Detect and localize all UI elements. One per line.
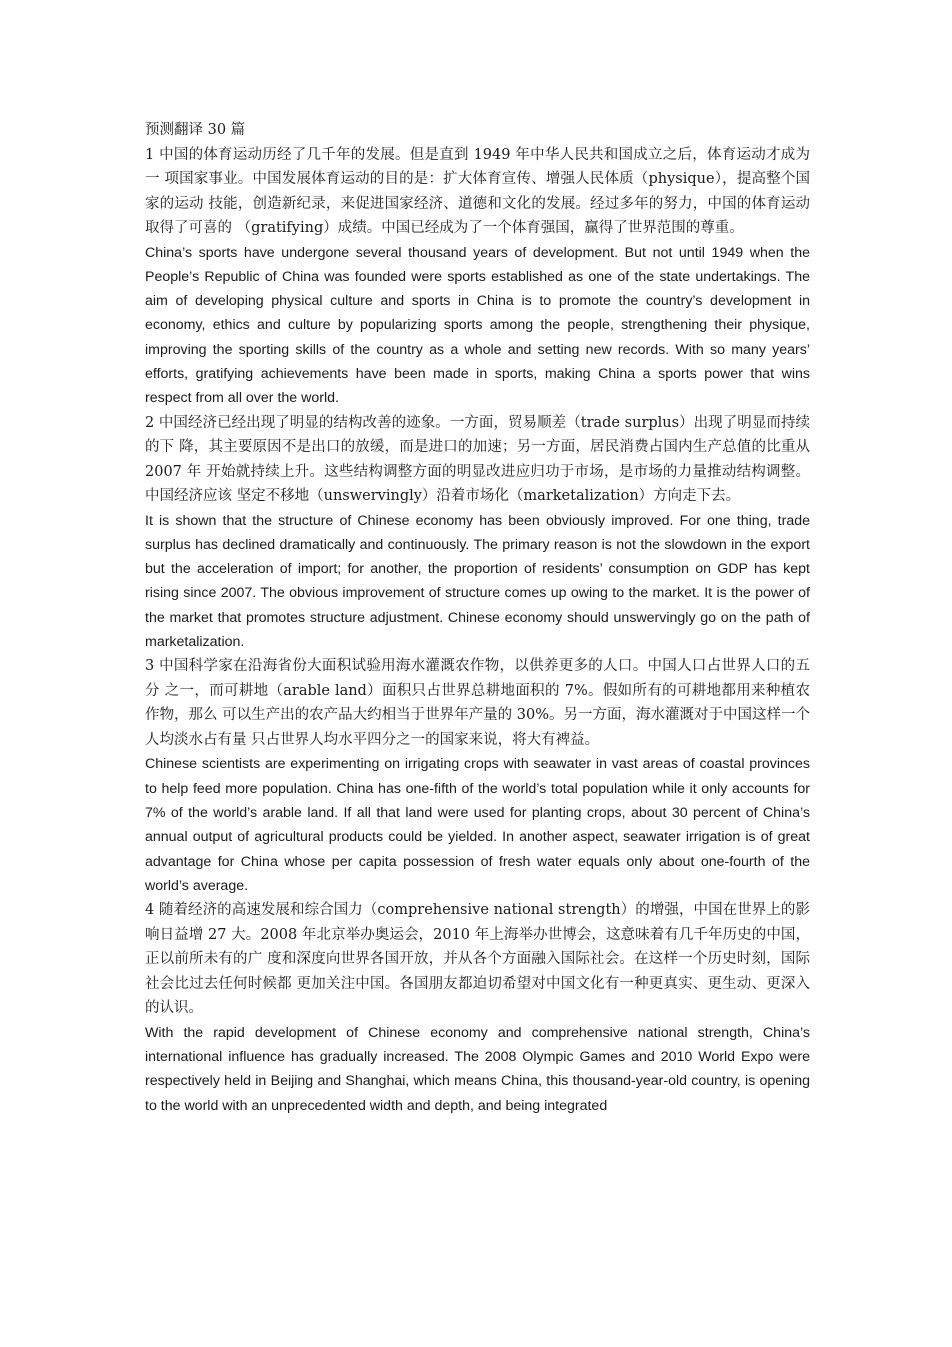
section-1-english: China’s sports have undergone several thousand years of development. But not until 1949 when the People’s Republic of China was founded were sports established as one of the state undertakings. The aim of developing physical culture and sports in China is to promote the country’s development in economy, ethics and culture by popularizing sports among the people, strengthening their physique, improving the sporting skills of the country as a whole and setting new records. With so many years’ efforts, gratifying achievements have been made in sports, making China a sports power that wins respect from all over the world. xyxy=(145,244,810,407)
section-4-english: With the rapid development of Chinese economy and comprehensive national strength, China’s international influence has gradually increased. The 2008 Olympic Games and 2010 World Expo were respectively held in Beijing and Shanghai, which means China, this thousand-year-old country, is opening to the world with an unprecedented width and depth, and being integrated xyxy=(145,1024,810,1114)
document-page xyxy=(145,118,810,1118)
section-3-chinese: 3 中国科学家在沿海省份大面积试验用海水灌溉农作物，以供养更多的人口。中国人口占世界人口的五分 之一，而可耕地（arable land）面积只占世界总耕地面积的 7%。假如所有的可耕地都用来种植农作物，那么 可以生产出的农产品大约相当于世界年产量的 30%。另一方面，海水灌溉对于中国这样一个人均淡水占有量 只占世界人均水平四分之一的国家来说，将大有裨益。 xyxy=(145,658,810,748)
section-1-chinese: 1 中国的体育运动历经了几千年的发展。但是直到 1949 年中华人民共和国成立之后，体育运动才成为一 项国家事业。中国发展体育运动的目的是：扩大体育宣传、增强人民体质（physique），提高整个国家的运动 技能，创造新纪录，来促进国家经济、道德和文化的发展。经过多年的努力，中国的体育运动取得了可喜的 （gratifying）成绩。中国已经成为了一个体育强国，赢得了世界范围的尊重。 xyxy=(145,146,810,236)
section-2-chinese: 2 中国经济已经出现了明显的结构改善的迹象。一方面，贸易顺差（trade surplus）出现了明显而持续的下 降，其主要原因不是出口的放缓，而是进口的加速；另一方面，居民消费占国内生产总值的比重从 2007 年 开始就持续上升。这些结构调整方面的明显改进应归功于市场，是市场的力量推动结构调整。中国经济应该 坚定不移地（unswervingly）沿着市场化（marketalization）方向走下去。 xyxy=(145,414,810,505)
document-title: 预测翻译 30 篇 xyxy=(145,122,246,138)
section-3-english: Chinese scientists are experimenting on irrigating crops with seawater in vast areas of coastal provinces to help feed more population. China has one-fifth of the world’s total population while it only accounts for 7% of the world’s arable land. If all that land were used for planting crops, about 30 percent of China’s annual output of agricultural products could be yielded. In another aspect, seawater irrigation is of great advantage for China whose per capita possession of fresh water equals only about one-fourth of the world’s average. xyxy=(145,756,810,894)
section-4-chinese: 4 随着经济的高速发展和综合国力（comprehensive national strength）的增强，中国在世界上的影响日益增 27 大。2008 年北京举办奥运会，2010 年上海举办世博会，这意味着有几千年历史的中国，正以前所未有的广 度和深度向世界各国开放，并从各个方面融入国际社会。在这样一个历史时刻，国际社会比过去任何时候都 更加关注中国。各国朋友都迫切希望对中国文化有一种更真实、更生动、更深入的认识。 xyxy=(145,902,810,1017)
section-2-english: It is shown that the structure of Chinese economy has been obviously improved. For one thing, trade surplus has declined dramatically and continuously. The primary reason is not the slowdown in the export but the acceleration of import; for another, the proportion of residents’ consumption on GDP has kept rising since 2007. The obvious improvement of structure comes up owing to the market. It is the power of the market that promotes structure adjustment. Chinese economy should unswervingly go on the path of marketalization. xyxy=(145,512,810,651)
